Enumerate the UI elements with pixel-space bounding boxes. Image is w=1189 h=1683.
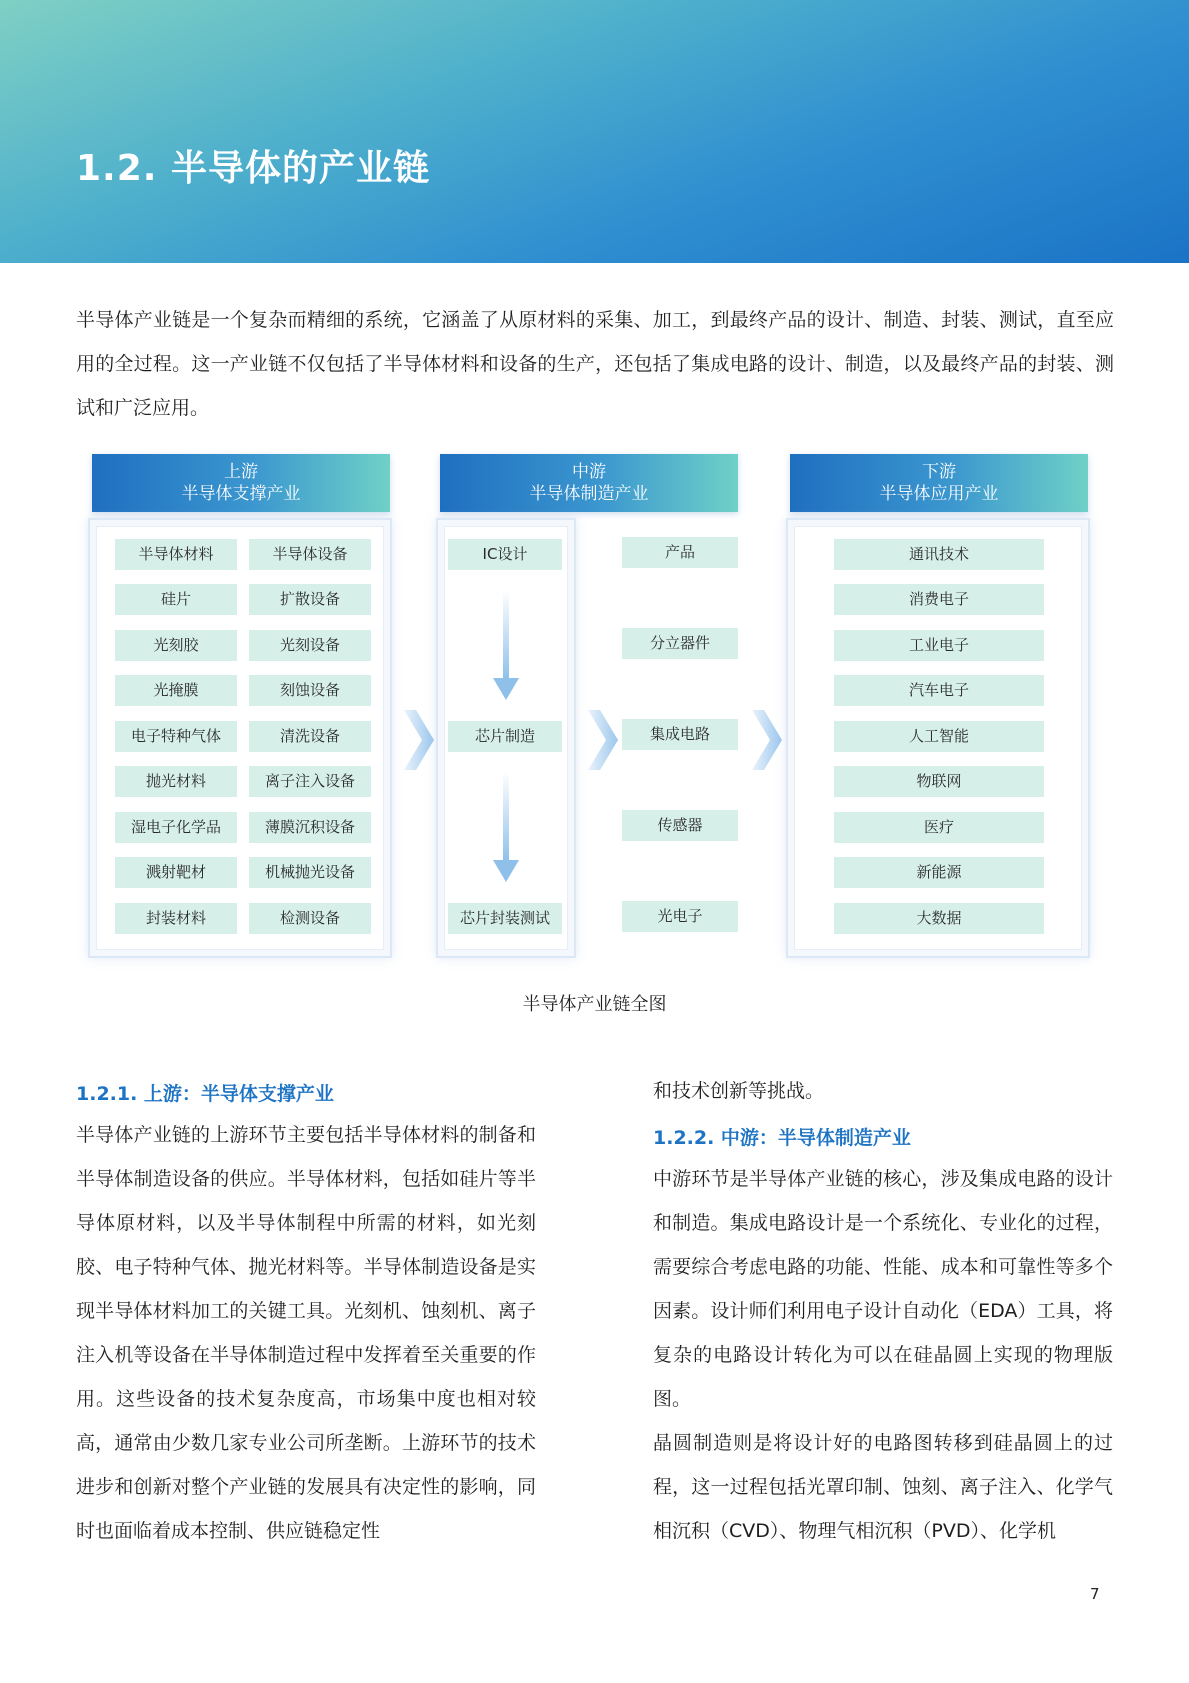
upstream-equipment-tag: 薄膜沉积设备 (249, 812, 371, 843)
upstream-equipment-tag: 半导体设备 (249, 539, 371, 570)
upstream-material-tag: 光刻胶 (115, 630, 237, 661)
midstream-title: 中游 (572, 462, 606, 482)
upstream-material-tag: 封装材料 (115, 903, 237, 934)
figure-caption: 半导体产业链全图 (522, 994, 667, 1015)
upstream-equipment-tag: 清洗设备 (249, 721, 371, 752)
midstream-product-tag: 产品 (622, 537, 738, 568)
downstream-app-tag: 大数据 (834, 903, 1044, 934)
flow-arrow-icon (750, 710, 784, 770)
upstream-material-tag: 电子特种气体 (115, 721, 237, 752)
page-title: 1.2. 半导体的产业链 (76, 148, 430, 189)
downstream-body (786, 518, 1090, 958)
upstream-equipment-tag: 检测设备 (249, 903, 371, 934)
downstream-app-tag: 物联网 (834, 766, 1044, 797)
upstream-title: 上游 (224, 462, 258, 482)
intro-paragraph: 半导体产业链是一个复杂而精细的系统，它涵盖了从原材料的采集、加工，到最终产品的设计、制造、封装、测试，直至应用的全过程。这一产业链不仅包括了半导体材料和设备的生产，还包括了集成电路的设计、制造，以及最终产品的封装、测试和广泛应用。 (76, 309, 1114, 419)
midstream-product-tag: 集成电路 (622, 719, 738, 750)
section-heading-upstream: 1.2.1. 上游：半导体支撑产业 (76, 1083, 334, 1105)
flow-arrow-icon (402, 710, 436, 770)
section-midstream-para1: 中游环节是半导体产业链的核心，涉及集成电路的设计和制造。集成电路设计是一个系统化、专业化的过程，需要综合考虑电路的功能、性能、成本和可靠性等多个因素。设计师们利用电子设计自动化（EDA）工具，将复杂的电路设计转化为可以在硅晶圆上实现的物理版图。 (653, 1168, 1113, 1410)
downstream-app-tag: 汽车电子 (834, 675, 1044, 706)
downstream-app-tag: 新能源 (834, 857, 1044, 888)
upstream-equipment-tag: 机械抛光设备 (249, 857, 371, 888)
page-header (0, 0, 1189, 263)
upstream-material-tag: 半导体材料 (115, 539, 237, 570)
downstream-app-tag: 通讯技术 (834, 539, 1044, 570)
upstream-material-tag: 湿电子化学品 (115, 812, 237, 843)
upstream-material-tag: 光掩膜 (115, 675, 237, 706)
carryover-text: 和技术创新等挑战。 (653, 1080, 825, 1102)
midstream-process-tag: IC设计 (448, 539, 562, 570)
midstream-process-tag: 芯片封装测试 (448, 903, 562, 934)
upstream-material-tag: 抛光材料 (115, 766, 237, 797)
midstream-product-tag: 光电子 (622, 901, 738, 932)
section-heading-midstream: 1.2.2. 中游：半导体制造产业 (653, 1127, 911, 1149)
page-number: 7 (1090, 1585, 1100, 1603)
midstream-process-tag: 芯片制造 (448, 721, 562, 752)
upstream-header (92, 454, 390, 512)
downstream-subtitle: 半导体应用产业 (879, 484, 999, 504)
midstream-product-tag: 分立器件 (622, 628, 738, 659)
down-arrow-icon (491, 590, 521, 702)
downstream-header (790, 454, 1088, 512)
upstream-equipment-tag: 刻蚀设备 (249, 675, 371, 706)
downstream-app-tag: 工业电子 (834, 630, 1044, 661)
midstream-header (440, 454, 738, 512)
upstream-material-tag: 硅片 (115, 584, 237, 615)
midstream-subtitle: 半导体制造产业 (529, 484, 649, 504)
upstream-equipment-tag: 离子注入设备 (249, 766, 371, 797)
downstream-app-tag: 人工智能 (834, 721, 1044, 752)
midstream-product-tag: 传感器 (622, 810, 738, 841)
section-midstream-para2: 晶圆制造则是将设计好的电路图转移到硅晶圆上的过程，这一过程包括光罩印制、蚀刻、离子注入、化学气相沉积（CVD）、物理气相沉积（PVD）、化学机 (653, 1432, 1113, 1542)
downstream-title: 下游 (922, 462, 956, 482)
upstream-body (88, 518, 392, 958)
downstream-app-tag: 消费电子 (834, 584, 1044, 615)
midstream-process-body (436, 518, 576, 958)
downstream-app-tag: 医疗 (834, 812, 1044, 843)
down-arrow-icon (491, 772, 521, 884)
upstream-equipment-tag: 扩散设备 (249, 584, 371, 615)
upstream-equipment-tag: 光刻设备 (249, 630, 371, 661)
section-upstream-body: 半导体产业链的上游环节主要包括半导体材料的制备和半导体制造设备的供应。半导体材料，包括如硅片等半导体原材料，以及半导体制程中所需的材料，如光刻胶、电子特种气体、抛光材料等。半导体制造设备是实现半导体材料加工的关键工具。光刻机、蚀刻机、离子注入机等设备在半导体制造过程中发挥着至关重要的作用。这些设备的技术复杂度高，市场集中度也相对较高，通常由少数几家专业公司所垄断。上游环节的技术进步和创新对整个产业链的发展具有决定性的影响，同时也面临着成本控制、供应链稳定性 (76, 1124, 536, 1542)
industry-chain-diagram (88, 450, 1110, 958)
upstream-material-tag: 溅射靶材 (115, 857, 237, 888)
flow-arrow-icon (586, 710, 620, 770)
upstream-subtitle: 半导体支撑产业 (181, 484, 301, 504)
